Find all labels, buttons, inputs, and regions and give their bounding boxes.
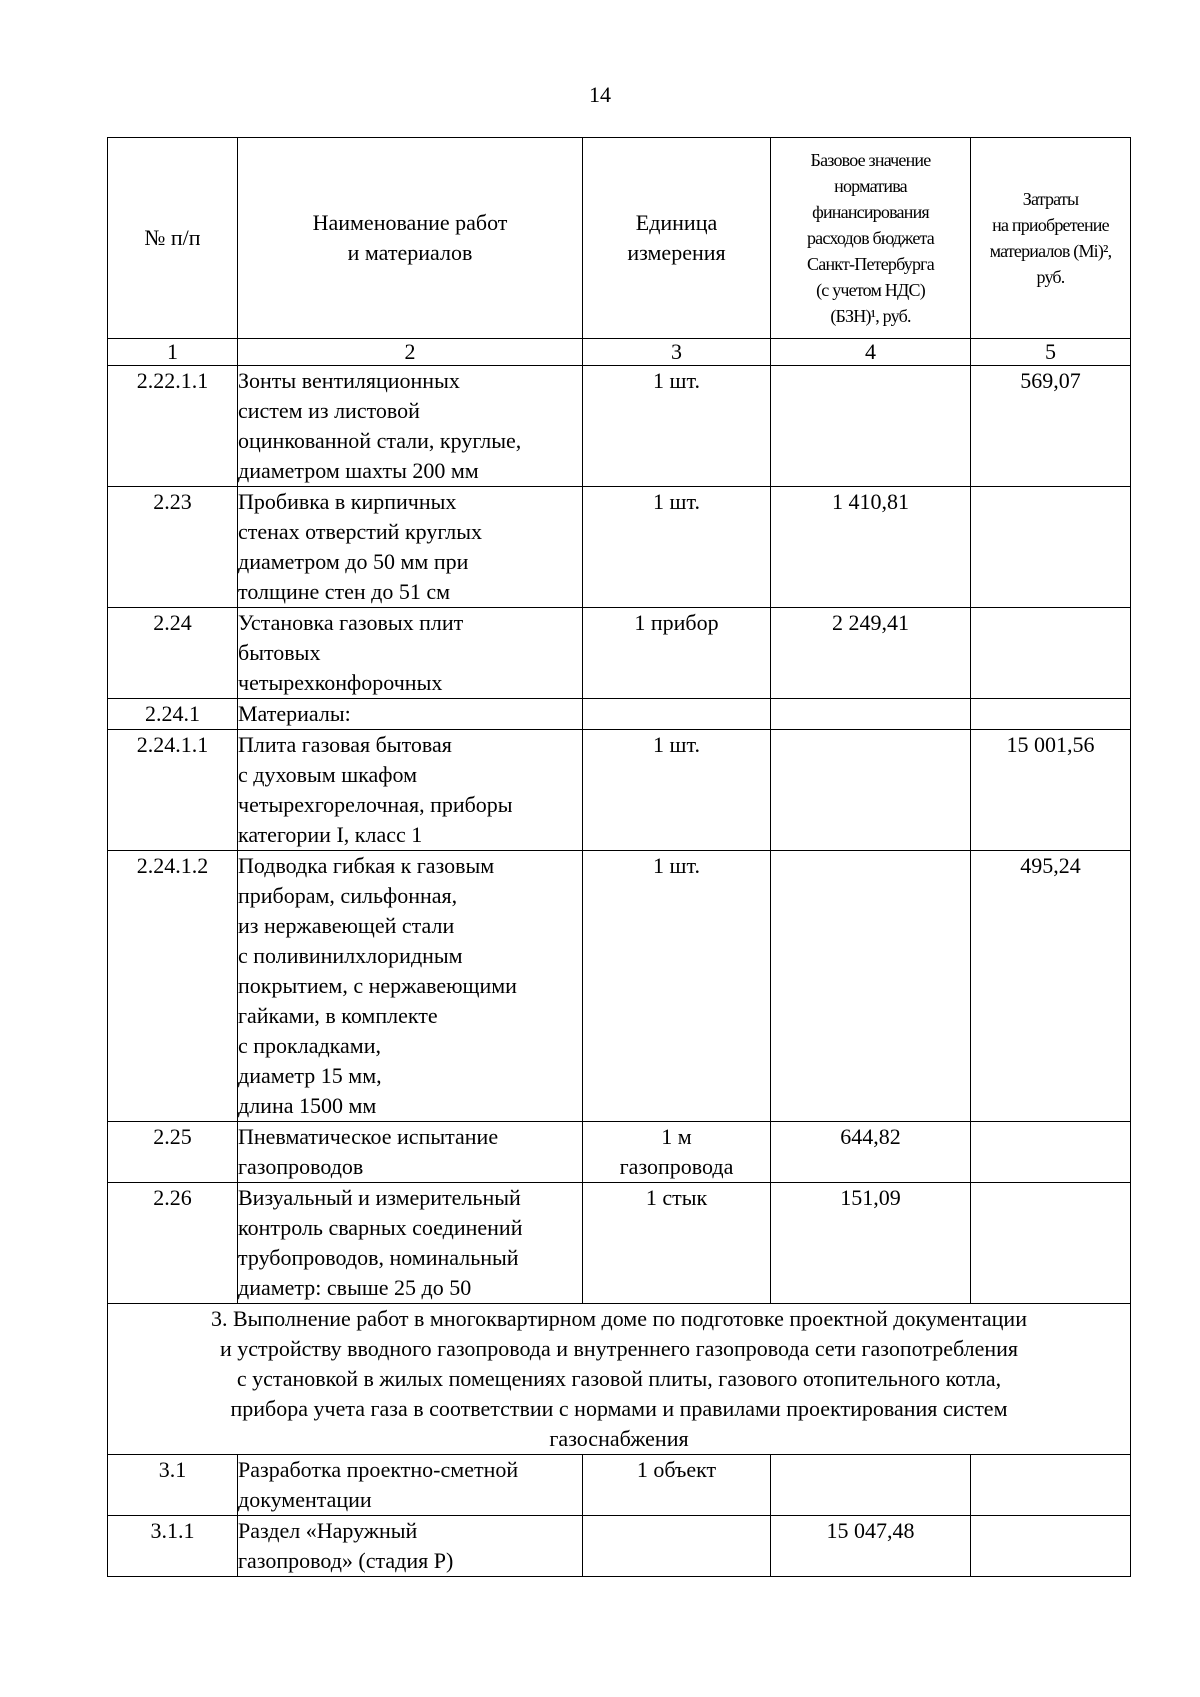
row-material-cost	[971, 1516, 1131, 1577]
text-line: с поливинилхлоридным	[238, 943, 463, 968]
text-line: (с учетом НДС)	[816, 280, 925, 300]
text-line: 1 стык	[645, 1185, 708, 1210]
text-line: диаметр 15 мм,	[238, 1063, 382, 1088]
text-line: на приобретение	[992, 215, 1109, 235]
row-unit	[583, 699, 771, 730]
table-body-after-section	[108, 1455, 1131, 1577]
text-line: Пробивка в кирпичных	[238, 489, 457, 514]
row-base-value	[771, 730, 971, 851]
row-material-cost	[971, 699, 1131, 730]
table-row	[108, 1122, 1131, 1183]
text-line: контроль сварных соединений	[238, 1215, 523, 1240]
row-base-value	[771, 366, 971, 487]
row-number: 3.1	[108, 1455, 238, 1516]
row-material-cost	[971, 1183, 1131, 1304]
text-line: финансирования	[812, 202, 929, 222]
row-material-cost: 15 001,56	[971, 730, 1131, 851]
header-material-cost	[971, 138, 1131, 339]
row-name	[238, 366, 583, 487]
row-name	[238, 699, 583, 730]
text-line: бытовых	[238, 640, 321, 665]
text-line: Плита газовая бытовая	[238, 732, 452, 757]
text-line: покрытием, с нержавеющими	[238, 973, 517, 998]
text-line: 1 шт.	[653, 489, 700, 514]
text-line: систем из листовой	[238, 398, 420, 423]
text-line: материалов (Mi)²,	[989, 241, 1112, 261]
table-row	[108, 730, 1131, 851]
row-unit	[583, 1183, 771, 1304]
row-unit	[583, 1516, 771, 1577]
text-line: стенах отверстий круглых	[238, 519, 483, 544]
text-line: Единица	[635, 210, 718, 235]
text-line: газоснабжения	[549, 1426, 689, 1451]
text-line: диаметр: свыше 25 до 50	[238, 1275, 472, 1300]
column-number-row	[108, 339, 1131, 366]
row-unit	[583, 366, 771, 487]
text-line: Раздел «Наружный	[238, 1518, 418, 1543]
row-unit	[583, 730, 771, 851]
row-base-value	[771, 851, 971, 1122]
text-line: Визуальный и измерительный	[238, 1185, 521, 1210]
row-unit	[583, 851, 771, 1122]
text-line: с прокладками,	[238, 1033, 381, 1058]
text-line: с установкой в жилых помещениях газовой плиты, газового отопительного котла,	[236, 1366, 1002, 1391]
text-line: документации	[238, 1487, 372, 1512]
column-number: 1	[108, 339, 238, 366]
text-line: с духовым шкафом	[238, 762, 418, 787]
text-line: 1 м	[661, 1124, 692, 1149]
row-material-cost	[971, 487, 1131, 608]
row-unit	[583, 608, 771, 699]
section-body	[108, 1304, 1131, 1455]
header-base-value	[771, 138, 971, 339]
text-line: Наименование работ	[312, 210, 508, 235]
text-line: 1 шт.	[653, 732, 700, 757]
row-material-cost: 569,07	[971, 366, 1131, 487]
row-base-value: 151,09	[771, 1183, 971, 1304]
text-line: длина 1500 мм	[238, 1093, 377, 1118]
table-row	[108, 699, 1131, 730]
row-name	[238, 851, 583, 1122]
text-line: и устройству вводного газопровода и внутреннего газопровода сети газопотребления	[219, 1336, 1019, 1361]
section-heading	[108, 1304, 1131, 1455]
row-name	[238, 1122, 583, 1183]
text-line: газопровод» (стадия Р)	[238, 1548, 454, 1573]
column-number: 4	[771, 339, 971, 366]
text-line: Базовое значение	[810, 150, 931, 170]
column-number: 3	[583, 339, 771, 366]
table-row	[108, 366, 1131, 487]
row-unit	[583, 1455, 771, 1516]
text-line: руб.	[1036, 267, 1065, 287]
table-row	[108, 851, 1131, 1122]
text-line: Пневматическое испытание	[238, 1124, 499, 1149]
row-name	[238, 1183, 583, 1304]
text-line: диаметром до 50 мм при	[238, 549, 469, 574]
row-number: 2.24	[108, 608, 238, 699]
row-unit	[583, 487, 771, 608]
row-base-value	[771, 699, 971, 730]
text-line: Разработка проектно-сметной	[238, 1457, 519, 1482]
text-line: норматива	[834, 176, 907, 196]
row-number: 2.26	[108, 1183, 238, 1304]
text-line: из нержавеющей стали	[238, 913, 455, 938]
row-base-value: 644,82	[771, 1122, 971, 1183]
row-base-value: 15 047,48	[771, 1516, 971, 1577]
header-number	[108, 138, 238, 339]
row-name	[238, 1516, 583, 1577]
text-line: расходов бюджета	[806, 228, 934, 248]
text-line: диаметром шахты 200 мм	[238, 458, 479, 483]
table-row	[108, 1516, 1131, 1577]
table-row	[108, 1455, 1131, 1516]
row-unit	[583, 1122, 771, 1183]
text-line: газопровода	[619, 1154, 734, 1179]
text-line: приборам, сильфонная,	[238, 883, 458, 908]
text-line: и материалов	[347, 240, 473, 265]
row-base-value: 2 249,41	[771, 608, 971, 699]
page-number: 14	[589, 82, 611, 107]
text-line: Санкт-Петербурга	[807, 254, 934, 274]
row-base-value: 1 410,81	[771, 487, 971, 608]
table-body	[108, 366, 1131, 1304]
table-header-row	[108, 138, 1131, 339]
row-material-cost: 495,24	[971, 851, 1131, 1122]
text-line: Установка газовых плит	[238, 610, 464, 635]
text-line: Затраты	[1022, 189, 1079, 209]
column-number: 5	[971, 339, 1131, 366]
text-line: 1 прибор	[634, 610, 719, 635]
row-material-cost	[971, 1122, 1131, 1183]
row-number: 2.22.1.1	[108, 366, 238, 487]
financing-table	[107, 137, 1131, 1577]
row-name	[238, 487, 583, 608]
row-number: 2.23	[108, 487, 238, 608]
section-heading-row	[108, 1304, 1131, 1455]
text-line: измерения	[627, 240, 726, 265]
text-line: 1 шт.	[653, 853, 700, 878]
text-line: (БЗН)¹, руб.	[830, 306, 911, 326]
text-line: Материалы:	[238, 701, 351, 726]
table-row	[108, 608, 1131, 699]
text-line: толщине стен до 51 см	[238, 579, 451, 604]
row-base-value	[771, 1455, 971, 1516]
text-line: категории I, класс 1	[238, 822, 423, 847]
table-row	[108, 1183, 1131, 1304]
text-line: трубопроводов, номинальный	[238, 1245, 519, 1270]
text-line: Подводка гибкая к газовым	[238, 853, 495, 878]
text-line: газопроводов	[238, 1154, 364, 1179]
row-number: 2.24.1.2	[108, 851, 238, 1122]
text-line: 1 шт.	[653, 368, 700, 393]
row-number: 3.1.1	[108, 1516, 238, 1577]
text-line: 3. Выполнение работ в многоквартирном доме по подготовке проектной документации	[211, 1306, 1027, 1331]
row-name	[238, 608, 583, 699]
text-line: 1 объект	[636, 1457, 717, 1482]
text-line: Зонты вентиляционных	[238, 368, 460, 393]
header-unit	[583, 138, 771, 339]
table-row	[108, 487, 1131, 608]
row-number: 2.24.1.1	[108, 730, 238, 851]
text-line: оцинкованной стали, круглые,	[238, 428, 522, 453]
row-name	[238, 1455, 583, 1516]
header-name	[238, 138, 583, 339]
row-name	[238, 730, 583, 851]
text-line: № п/п	[144, 225, 201, 250]
row-number: 2.24.1	[108, 699, 238, 730]
row-material-cost	[971, 1455, 1131, 1516]
row-material-cost	[971, 608, 1131, 699]
row-number: 2.25	[108, 1122, 238, 1183]
text-line: четырехконфорочных	[238, 670, 443, 695]
text-line: прибора учета газа в соответствии с нормами и правилами проектирования систем	[230, 1396, 1008, 1421]
text-line: четырехгорелочная, приборы	[238, 792, 513, 817]
text-line: гайками, в комплекте	[238, 1003, 438, 1028]
column-number: 2	[238, 339, 583, 366]
